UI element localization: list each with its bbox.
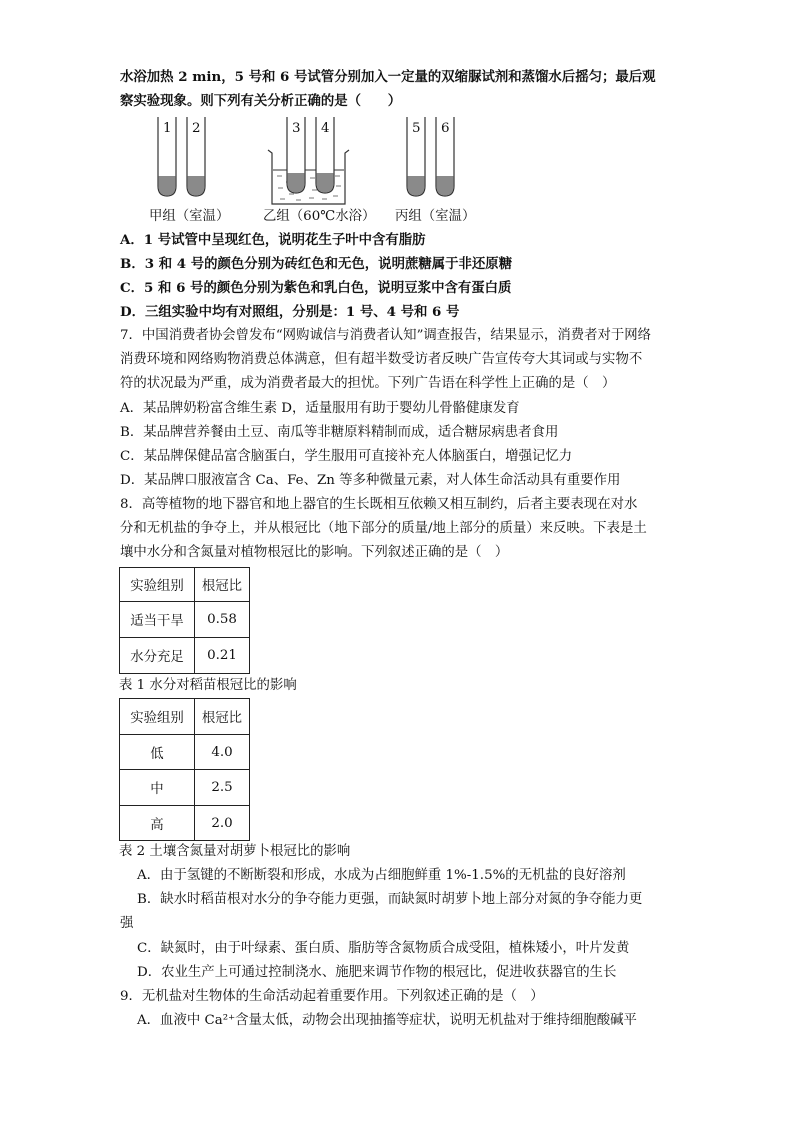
- table1-caption: 表 1 水分对稻苗根冠比的影响: [119, 678, 297, 693]
- table-nitrogen-root-shoot-ratio: [119, 698, 250, 841]
- table1-cell: 0.58: [195, 602, 250, 638]
- table1-header-group: 实验组别: [120, 568, 195, 602]
- tube-number-3: 3: [292, 121, 301, 136]
- q7-option-b: B．某品牌营养餐由土豆、南瓜等非糖原料精制而成，适合糖尿病患者食用: [120, 425, 559, 440]
- q6-stem-line-1: 水浴加热 2 min，5 号和 6 号试管分别加入一定量的双缩脲试剂和蒸馏水后摇匀；最后观: [120, 69, 656, 85]
- table-row: [120, 770, 250, 806]
- table2-header-ratio: 根冠比: [195, 699, 250, 735]
- q9-option-a: A．血液中 Ca²⁺含量太低，动物会出现抽搐等症状，说明无机盐对于维持细胞酸碱平: [137, 1013, 637, 1028]
- q8-stem-line-3: 壤中水分和含氮量对植物根冠比的影响。下列叙述正确的是（ ）: [120, 545, 509, 560]
- table1-cell: 水分充足: [120, 638, 195, 674]
- table2-cell: 低: [120, 735, 195, 770]
- table2-cell: 中: [120, 770, 195, 806]
- q8-option-a: A．由于氢键的不断断裂和形成，水成为占细胞鲜重 1%-1.5%的无机盐的良好溶剂: [137, 868, 626, 883]
- table-water-root-shoot-ratio: [119, 567, 250, 674]
- table2-cell: 4.0: [195, 735, 250, 770]
- table2-cell: 2.0: [195, 806, 250, 841]
- table1-cell: 0.21: [195, 638, 250, 674]
- q6-option-a: A．1 号试管中呈现红色，说明花生子叶中含有脂肪: [120, 232, 426, 248]
- water-bath-beaker: [268, 150, 349, 204]
- q6-option-c: C．5 和 6 号的颜色分别为紫色和乳白色，说明豆浆中含有蛋白质: [120, 280, 512, 296]
- q7-stem-line-3: 符的状况最为严重，成为消费者最大的担忧。下列广告语在科学性上正确的是（ ）: [120, 376, 616, 391]
- table-row: [120, 602, 250, 638]
- table2-header-group: 实验组别: [120, 699, 195, 735]
- tube-number-6: 6: [441, 121, 450, 136]
- table1-cell: 适当干旱: [120, 602, 195, 638]
- q9-stem: 9．无机盐对生物体的生命活动起着重要作用。下列叙述正确的是（ ）: [120, 989, 544, 1004]
- group-label-a: 甲组（室温）: [149, 209, 230, 224]
- tube-number-4: 4: [321, 121, 330, 136]
- q7-option-c: C．某品牌保健品富含脑蛋白，学生服用可直接补充人体脑蛋白，增强记忆力: [120, 449, 573, 464]
- q8-option-c: C．缺氮时，由于叶绿素、蛋白质、脂肪等含氮物质合成受阻，植株矮小，叶片发黄: [137, 941, 630, 956]
- table-row: [120, 735, 250, 770]
- q6-stem-line-2: 察实验现象。则下列有关分析正确的是（ ）: [120, 93, 402, 109]
- group-label-c: 丙组（室温）: [395, 209, 476, 224]
- table2-cell: 2.5: [195, 770, 250, 806]
- q6-option-b: B．3 和 4 号的颜色分别为砖红色和无色，说明蔗糖属于非还原糖: [120, 256, 513, 272]
- q7-stem-line-1: 7．中国消费者协会曾发布“网购诚信与消费者认知”调查报告，结果显示，消费者对于网络: [120, 328, 652, 343]
- q8-option-d: D．农业生产上可通过控制浇水、施肥来调节作物的根冠比，促进收获器官的生长: [137, 965, 617, 980]
- q6-option-d: D．三组实验中均有对照组，分别是：1 号、4 号和 6 号: [120, 304, 460, 320]
- q8-option-b-continued: 强: [120, 916, 134, 931]
- table2-cell: 高: [120, 806, 195, 841]
- q7-option-d: D．某品牌口服液富含 Ca、Fe、Zn 等多种微量元素，对人体生命活动具有重要作用: [120, 473, 621, 488]
- tube-number-1: 1: [163, 121, 172, 136]
- q7-option-a: A．某品牌奶粉富含维生素 D，适量服用有助于婴幼儿骨骼健康发育: [120, 401, 520, 416]
- table1-header-ratio: 根冠比: [195, 568, 250, 602]
- q8-stem-line-2: 分和无机盐的争夺上，并从根冠比（地下部分的质量/地上部分的质量）来反映。下表是土: [120, 521, 647, 536]
- table-row: [120, 806, 250, 841]
- q8-stem-line-1: 8．高等植物的地下器官和地上器官的生长既相互依赖又相互制约，后者主要表现在对水: [120, 497, 638, 512]
- group-label-b: 乙组（60℃水浴）: [263, 209, 376, 224]
- tube-number-5: 5: [412, 121, 421, 136]
- tube-number-2: 2: [192, 121, 201, 136]
- q7-stem-line-2: 消费环境和网络购物消费总体满意，但有超半数受访者反映广告宣传夸大其词或与实物不: [120, 352, 643, 367]
- q8-option-b: B．缺水时稻苗根对水分的争夺能力更强，而缺氮时胡萝卜地上部分对氮的争夺能力更: [137, 892, 643, 907]
- table-row: [120, 638, 250, 674]
- table2-caption: 表 2 土壤含氮量对胡萝卜根冠比的影响: [119, 844, 351, 859]
